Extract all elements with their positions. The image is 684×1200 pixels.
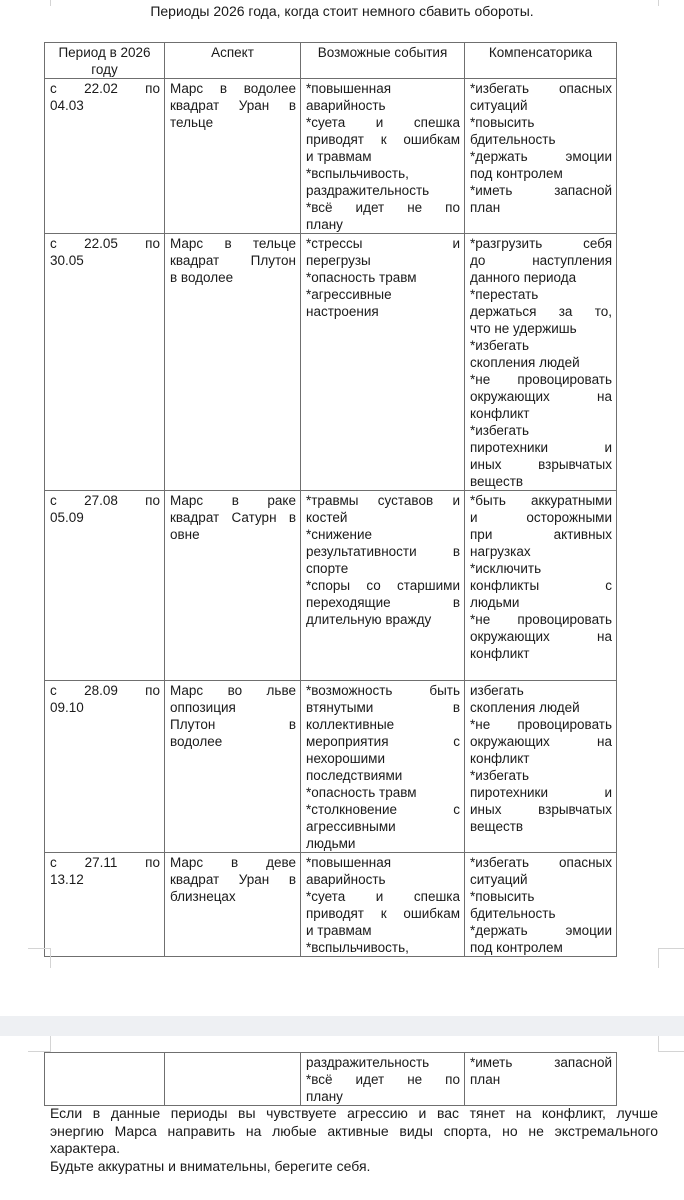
header-period xyxy=(45,43,165,79)
cell-line: *возможность быть xyxy=(306,683,460,698)
cell-line: переходящие в xyxy=(306,595,460,610)
cell-line: последствиями xyxy=(306,768,403,783)
cell-period xyxy=(45,681,165,853)
cell-line: *исключить xyxy=(470,561,542,576)
cell-line: людьми xyxy=(306,836,356,851)
cell-line: квадрат Уран в xyxy=(170,872,296,887)
cell-line: Период в 2026 xyxy=(58,45,151,60)
cell-line: данного периода xyxy=(470,270,577,285)
table-header-row xyxy=(45,43,617,79)
table-row xyxy=(45,681,617,853)
cell-line: *травмы суставов и xyxy=(306,493,460,508)
cell-events xyxy=(301,1053,465,1106)
cell-line: *опасность травм xyxy=(306,785,417,800)
cell-events xyxy=(301,491,465,681)
cell-line: *держать эмоции xyxy=(470,923,612,938)
cell-comp xyxy=(465,1053,617,1106)
cell-line: ситуаций xyxy=(470,98,528,113)
cell-line: коллективные xyxy=(306,717,395,732)
cell-line: костей xyxy=(306,510,348,525)
cell-line: пиротехники и xyxy=(470,440,612,455)
table-row xyxy=(45,79,617,234)
cell-line: *повышенная xyxy=(306,855,392,870)
cell-period xyxy=(45,853,165,957)
cell-line: приводят к ошибкам xyxy=(306,906,460,921)
cell-line: ситуаций xyxy=(470,872,528,887)
cell-line: веществ xyxy=(470,819,524,834)
table-row xyxy=(45,1053,617,1106)
cell-aspect xyxy=(165,681,301,853)
cell-line: плану xyxy=(306,217,343,232)
cell-line: *вспыльчивость, xyxy=(306,940,409,955)
cell-line: *стрессы и xyxy=(306,236,460,251)
cell-line: Марс в деве xyxy=(170,855,296,870)
cell-line: овне xyxy=(170,527,200,542)
cell-line: аварийность xyxy=(306,872,386,887)
cell-line: и осторожными xyxy=(470,510,612,525)
cell-line: настроения xyxy=(306,304,379,319)
paragraph-line: энергию Марса направить на любые активные виды спорта, но не экстремального xyxy=(50,1122,658,1139)
page-corner-mark xyxy=(50,1036,51,1052)
cell-line: *вспыльчивость, xyxy=(306,166,409,181)
cell-events xyxy=(301,234,465,491)
table-row xyxy=(45,234,617,491)
cell-line: перегрузы xyxy=(306,253,371,268)
cell-line: приводят к ошибкам xyxy=(306,132,460,147)
cell-line: под контролем xyxy=(470,940,563,955)
cell-line: квадрат Плутон xyxy=(170,253,296,268)
cell-line: Марс во льве xyxy=(170,683,296,698)
cell-line: конфликт xyxy=(470,751,530,766)
cell-line: *агрессивные xyxy=(306,287,392,302)
cell-comp xyxy=(465,79,617,234)
cell-line: *суета и спешка xyxy=(306,115,460,130)
cell-line: раздражительность xyxy=(306,1055,430,1070)
paragraph-line: Будьте аккуратны и внимательны, берегите себя. xyxy=(50,1157,371,1174)
cell-line: нехорошими xyxy=(306,751,385,766)
paragraph-line: Если в данные периоды вы чувствуете агрессию и вас тянет на конфликт, лучше xyxy=(50,1105,658,1121)
cell-line: *снижение xyxy=(306,527,373,542)
cell-line: *избегать xyxy=(470,423,529,438)
cell-line: держаться за то, xyxy=(470,304,612,319)
table-row xyxy=(45,491,617,681)
cell-line: Аспект xyxy=(211,45,254,60)
cell-line: окружающих на xyxy=(470,734,612,749)
cell-line: Марс в водолее xyxy=(170,81,296,96)
cell-line: 30.05 xyxy=(50,253,84,268)
cell-line: *столкновение с xyxy=(306,802,460,817)
cell-line: Марс в раке xyxy=(170,493,296,508)
cell-line: с 22.05 по xyxy=(50,236,160,251)
header-compensation xyxy=(465,43,617,79)
cell-line: аварийность xyxy=(306,98,386,113)
cell-line: 13.12 xyxy=(50,872,84,887)
cell-comp xyxy=(465,681,617,853)
document-title: Периоды 2026 года, когда стоит немного сбавить обороты. xyxy=(150,3,534,19)
cell-line: иных взрывчатых xyxy=(470,457,612,472)
cell-line: с 27.08 по xyxy=(50,493,160,508)
cell-line: квадрат Сатурн в xyxy=(170,510,296,525)
cell-line: Марс в тельце xyxy=(170,236,296,251)
cell-line: в водолее xyxy=(170,270,234,285)
cell-line: плану xyxy=(306,1089,343,1104)
cell-line: водолее xyxy=(170,734,223,749)
cell-aspect xyxy=(165,79,301,234)
cell-line: план xyxy=(470,200,501,215)
page-corner-mark xyxy=(658,1051,684,1052)
cell-comp xyxy=(465,234,617,491)
cell-line: до наступления xyxy=(470,253,612,268)
cell-line: *повышенная xyxy=(306,81,392,96)
closing-paragraph xyxy=(50,1105,658,1175)
cell-line: оппозиция xyxy=(170,700,236,715)
cell-aspect xyxy=(165,234,301,491)
cell-line: *избегать xyxy=(470,768,529,783)
cell-line: людьми xyxy=(470,595,520,610)
cell-line: скопления людей xyxy=(470,355,580,370)
cell-line: *споры со старшими xyxy=(306,578,460,593)
cell-line: году xyxy=(91,62,118,77)
cell-line: нагрузках xyxy=(470,544,531,559)
paragraph-line: характера. xyxy=(50,1140,120,1156)
page-corner-mark xyxy=(28,948,50,949)
cell-line: конфликты с xyxy=(470,578,612,593)
page-corner-mark xyxy=(658,948,684,949)
table-row xyxy=(45,853,617,957)
cell-line: *иметь запасной xyxy=(470,183,612,198)
cell-events xyxy=(301,79,465,234)
cell-line: *избегать опасных xyxy=(470,855,612,870)
periods-table-continuation xyxy=(44,1052,617,1106)
cell-comp xyxy=(465,491,617,681)
cell-line: *суета и спешка xyxy=(306,889,460,904)
cell-line: квадрат Уран в xyxy=(170,98,296,113)
cell-line: *не провоцировать xyxy=(470,717,612,732)
periods-table xyxy=(44,42,617,957)
cell-line: с 22.02 по xyxy=(50,81,160,96)
cell-line: бдительность xyxy=(470,906,556,921)
cell-line: и травмам xyxy=(306,923,372,938)
cell-line: Плутон в xyxy=(170,717,296,732)
cell-line: *всё идет не по xyxy=(306,200,460,215)
cell-line: *иметь запасной xyxy=(470,1055,612,1070)
cell-line: что не удержишь xyxy=(470,321,577,336)
cell-comp xyxy=(465,853,617,957)
cell-line: при активных xyxy=(470,527,612,542)
cell-line: *опасность травм xyxy=(306,270,417,285)
cell-events xyxy=(301,681,465,853)
cell-line: длительную вражду xyxy=(306,612,432,627)
cell-line: бдительность xyxy=(470,132,556,147)
cell-line: веществ xyxy=(470,474,524,489)
cell-period xyxy=(45,234,165,491)
cell-line: конфликт xyxy=(470,406,530,421)
page-corner-mark xyxy=(50,948,51,968)
cell-aspect xyxy=(165,491,301,681)
cell-aspect xyxy=(165,853,301,957)
cell-line: 09.10 xyxy=(50,700,84,715)
cell-line: *разгрузить себя xyxy=(470,236,612,251)
cell-line: *быть аккуратными xyxy=(470,493,612,508)
cell-line: мероприятия с xyxy=(306,734,460,749)
cell-line: пиротехники и xyxy=(470,785,612,800)
cell-period xyxy=(45,79,165,234)
cell-period xyxy=(45,491,165,681)
page-break-separator xyxy=(0,1016,684,1036)
cell-line: *не провоцировать xyxy=(470,372,612,387)
cell-line: окружающих на xyxy=(470,629,612,644)
cell-line: под контролем xyxy=(470,166,563,181)
page-corner-mark xyxy=(658,1036,659,1052)
cell-line: 04.03 xyxy=(50,98,84,113)
cell-line: *перестать xyxy=(470,287,539,302)
cell-line: тельце xyxy=(170,115,214,130)
cell-line: *держать эмоции xyxy=(470,149,612,164)
cell-line: *повысить xyxy=(470,889,535,904)
cell-line: *всё идет не по xyxy=(306,1072,460,1087)
page-corner-mark xyxy=(658,948,659,968)
cell-line: и травмам xyxy=(306,149,372,164)
cell-line: иных взрывчатых xyxy=(470,802,612,817)
header-aspect xyxy=(165,43,301,79)
cell-line: Возможные события xyxy=(317,45,448,60)
cell-line: избегать xyxy=(470,683,524,698)
cell-line: *избегать опасных xyxy=(470,81,612,96)
cell-line: с 27.11 по xyxy=(50,855,160,870)
cell-line: раздражительность xyxy=(306,183,430,198)
cell-aspect xyxy=(165,1053,301,1106)
cell-line: окружающих на xyxy=(470,389,612,404)
cell-line: спорте xyxy=(306,561,349,576)
cell-line: план xyxy=(470,1072,501,1087)
cell-period xyxy=(45,1053,165,1106)
cell-line: результативности в xyxy=(306,544,460,559)
cell-line: агрессивными xyxy=(306,819,396,834)
cell-line: *избегать xyxy=(470,338,529,353)
cell-line: скопления людей xyxy=(470,700,580,715)
header-events xyxy=(301,43,465,79)
cell-line: конфликт xyxy=(470,646,530,661)
cell-line: с 28.09 по xyxy=(50,683,160,698)
cell-line: *не провоцировать xyxy=(470,612,612,627)
cell-line: втянутыми в xyxy=(306,700,460,715)
cell-line: 05.09 xyxy=(50,510,84,525)
cell-line: Компенсаторика xyxy=(488,45,593,60)
cell-events xyxy=(301,853,465,957)
cell-line: близнецах xyxy=(170,889,236,904)
cell-line: *повысить xyxy=(470,115,535,130)
